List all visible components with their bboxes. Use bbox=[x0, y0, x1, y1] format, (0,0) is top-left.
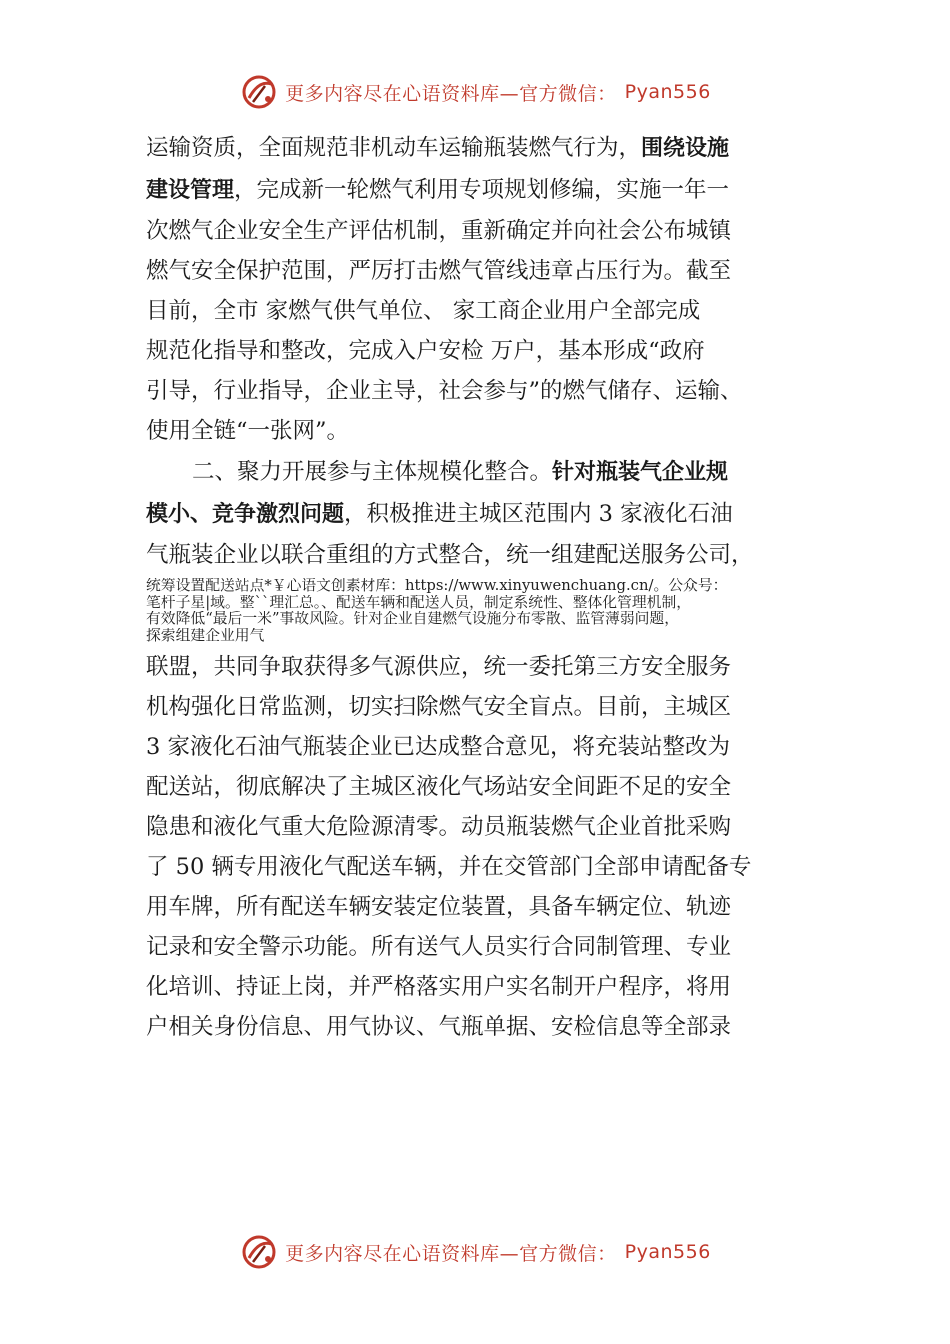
seal-logo-icon bbox=[239, 1232, 279, 1272]
note-line: 有效降低“最后一米”事故风险。针对企业自建燃气设施分布零散、监管薄弱问题， bbox=[146, 611, 680, 627]
banner-handle: Pyan556 bbox=[624, 81, 711, 103]
note-line: 笔杆子星|域。整``理汇总。、配送车辆和配送人员，制定系统性、整体化管理机制， bbox=[146, 594, 692, 611]
text-line: 规范化指导和整改，完成入户安检 万户，基本形成“政府 bbox=[146, 338, 705, 364]
header-banner bbox=[0, 72, 950, 112]
text-line: 机构强化日常监测，切实扫除燃气安全盲点。目前，主城区 bbox=[146, 694, 732, 720]
text-line: 模小、竞争激烈问题，积极推进主城区范围内 3 家液化石油 bbox=[146, 501, 733, 527]
text-line: 使用全链“一张网”。 bbox=[146, 418, 350, 444]
footer-banner bbox=[0, 1232, 950, 1272]
section-heading: 二、聚力开展参与主体规模化整合。 bbox=[192, 459, 553, 485]
banner-text: 更多内容尽在心语资料库—官方微信： bbox=[285, 1242, 617, 1265]
text-line: 引导，行业指导，企业主导，社会参与”的燃气储存、运输、 bbox=[146, 378, 743, 404]
seal-logo-icon bbox=[239, 72, 279, 112]
text-line: 3 家液化石油气瓶装企业已达成整合意见，将充装站整改为 bbox=[146, 734, 730, 760]
note-line: 统筹设置配送站点*￥心语文创素材库：https://www.xinyuwenchuang.cn/。公众号： bbox=[146, 578, 728, 594]
text-line: 用车牌，所有配送车辆安装定位装置，具备车辆定位、轨迹 bbox=[146, 894, 732, 920]
text-line: 化培训、持证上岗，并严格落实用户实名制开户程序，将用 bbox=[146, 974, 732, 1000]
watermark-note bbox=[146, 578, 816, 644]
text-line: 气瓶装企业以联合重组的方式整合，统一组建配送服务公司， bbox=[146, 542, 754, 568]
bold-phrase: 建设管理 bbox=[146, 178, 235, 203]
text-line: 联盟，共同争取获得多气源供应，统一委托第三方安全服务 bbox=[146, 654, 732, 680]
bold-phrase: 模小、竞争激烈问题 bbox=[146, 502, 345, 527]
text-line: 目前，全市 家燃气供气单位、 家工商企业用户全部完成 bbox=[146, 298, 701, 324]
document-body bbox=[146, 128, 816, 1048]
section-heading-line bbox=[146, 452, 816, 492]
text-line: 配送站，彻底解决了主城区液化气场站安全间距不足的安全 bbox=[146, 774, 732, 800]
text-line: 户相关身份信息、用气协议、气瓶单据、安检信息等全部录 bbox=[146, 1014, 732, 1040]
banner-handle: Pyan556 bbox=[624, 1241, 711, 1263]
bold-phrase: 围绕设施 bbox=[641, 136, 730, 161]
text-line: 隐患和液化气重大危险源清零。动员瓶装燃气企业首批采购 bbox=[146, 814, 732, 840]
text-line: 燃气安全保护范围，严厉打击燃气管线违章占压行为。截至 bbox=[146, 258, 732, 284]
bold-phrase: 针对瓶装气企业规 bbox=[552, 460, 729, 485]
text-line: 运输资质，全面规范非机动车运输瓶装燃气行为，围绕设施 bbox=[146, 135, 730, 161]
text-line: 记录和安全警示功能。所有送气人员实行合同制管理、专业 bbox=[146, 934, 732, 960]
text-line: 了 50 辆专用液化气配送车辆，并在交管部门全部申请配备专 bbox=[146, 854, 752, 880]
text-line: 次燃气企业安全生产评估机制，重新确定并向社会公布城镇 bbox=[146, 218, 732, 244]
note-line: 探索组建企业用气 bbox=[146, 627, 265, 644]
banner-text: 更多内容尽在心语资料库—官方微信： bbox=[285, 82, 617, 105]
text-line: 建设管理，完成新一轮燃气利用专项规划修编，实施一年一 bbox=[146, 177, 730, 203]
